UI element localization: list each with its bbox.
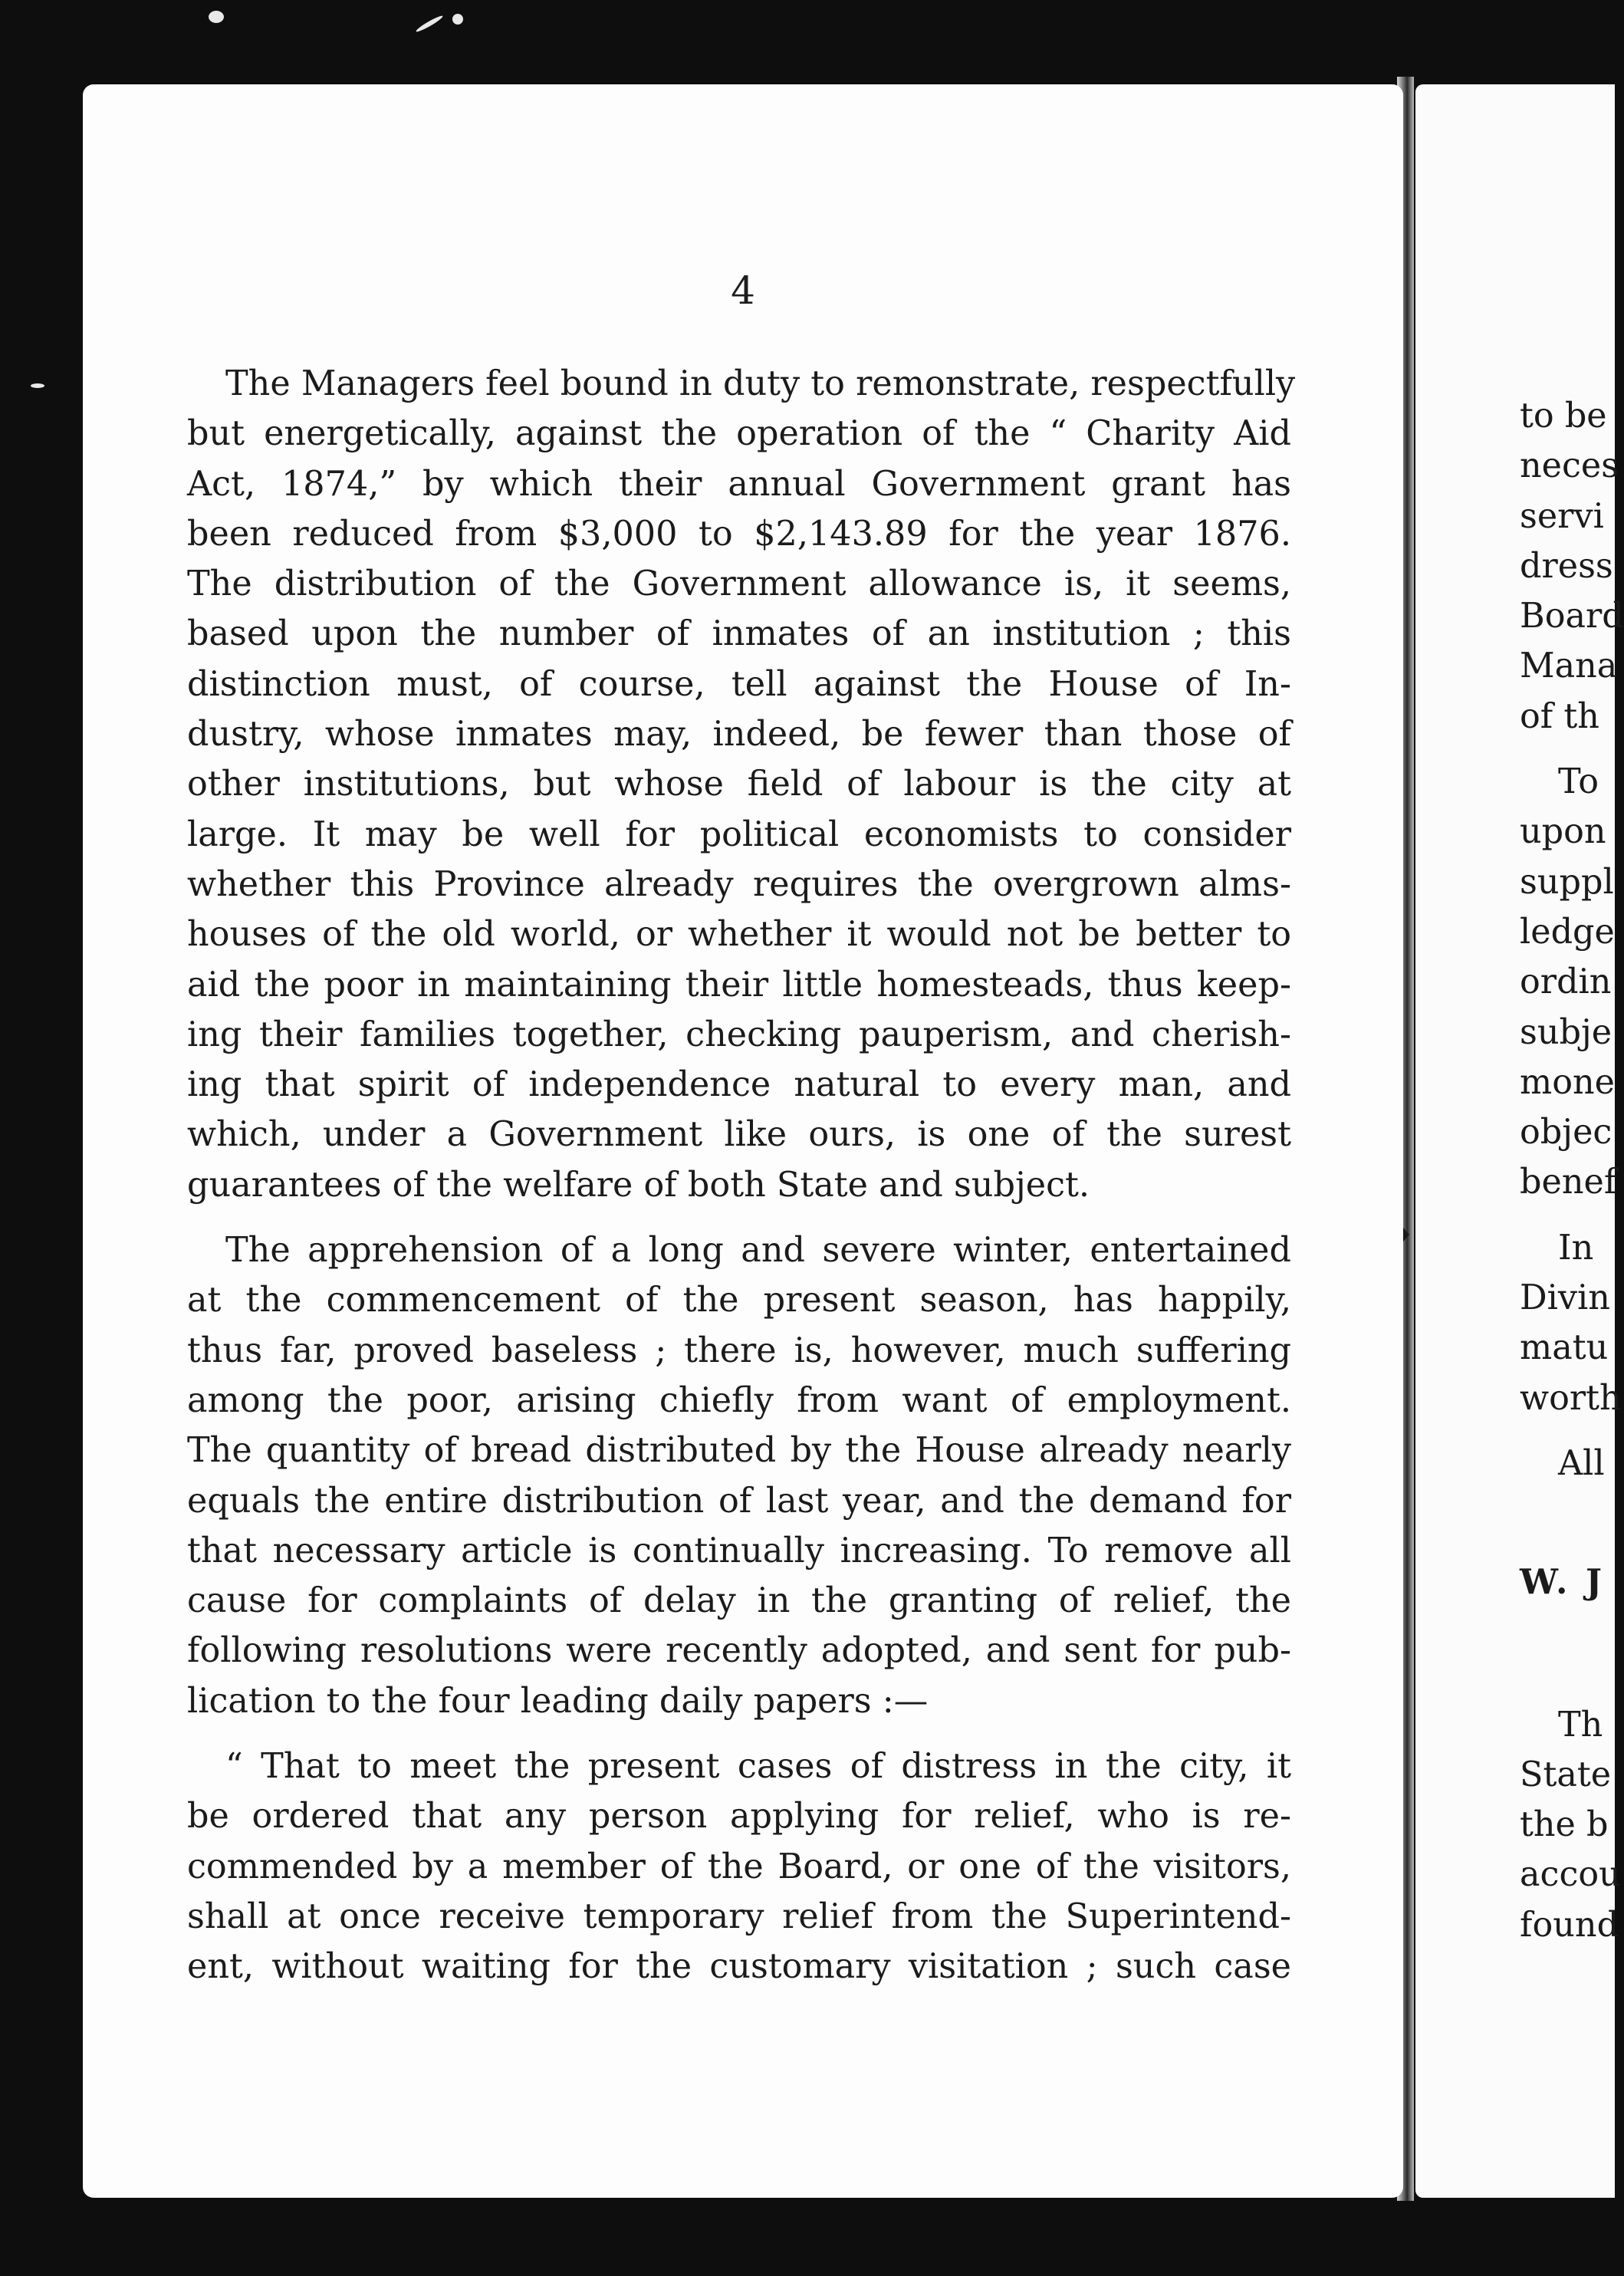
text-line: shall at once receive temporary relief from the Superintend-	[187, 1896, 1291, 1936]
text-line: cause for complaints of delay in the granting of relief, the	[187, 1581, 1291, 1621]
text-fragment: of th	[1520, 696, 1599, 736]
text-fragment: State	[1520, 1755, 1612, 1794]
text-line: distinction must, of course, tell against the House of In-	[187, 664, 1291, 704]
text-line: guarantees of the welfare of both State and subject.	[187, 1165, 1090, 1205]
left-page-body	[187, 359, 1296, 2008]
text-line: whether this Province already requires the overgrown alms-	[187, 864, 1291, 904]
text-fragment: accou	[1520, 1855, 1621, 1895]
text-line: commended by a member of the Board, or one of the visitors,	[187, 1847, 1291, 1886]
text-fragment: ledge	[1520, 912, 1615, 952]
text-line: equals the entire distribution of last year, and the demand for	[187, 1481, 1291, 1521]
text-line: following resolutions were recently adopted, and sent for pub-	[187, 1631, 1291, 1671]
text-line: lication to the four leading daily papers :—	[187, 1681, 929, 1721]
text-line: “ That to meet the present cases of distress in the city, it	[225, 1747, 1291, 1787]
text-fragment: found	[1520, 1905, 1619, 1945]
text-line: ing their families together, checking pauperism, and cherish-	[187, 1015, 1291, 1054]
text-line: aid the poor in maintaining their little homesteads, thus keep-	[187, 965, 1291, 1005]
text-fragment: Divin	[1520, 1278, 1610, 1318]
text-line: but energetically, against the operation of the “ Charity Aid	[187, 414, 1291, 454]
scan-speck	[452, 14, 463, 25]
text-line: Act, 1874,” by which their annual Government grant has	[187, 464, 1291, 504]
text-fragment: Th	[1558, 1705, 1603, 1745]
right-page-text	[1520, 391, 1624, 1950]
text-fragment: dress	[1520, 546, 1613, 586]
scan-speck	[31, 383, 44, 388]
right-page-fragment	[1415, 84, 1624, 2198]
text-line: ing that spirit of independence natural to every man, and	[187, 1065, 1291, 1105]
paragraph-resolution	[187, 1742, 1291, 1992]
page-number: 4	[731, 268, 755, 313]
text-fragment: worth	[1520, 1378, 1622, 1418]
text-fragment: All	[1558, 1443, 1605, 1483]
text-fragment: suppl	[1520, 862, 1614, 902]
text-line: been reduced from $3,000 to $2,143.89 for the year 1876.	[187, 514, 1291, 554]
text-fragment: mone	[1520, 1062, 1615, 1102]
text-fragment: Mana	[1520, 646, 1618, 686]
text-fragment: To	[1558, 762, 1599, 802]
text-fragment: objec	[1520, 1113, 1612, 1153]
text-fragment: subje	[1520, 1012, 1612, 1052]
text-line: The quantity of bread distributed by the House already nearly	[187, 1431, 1291, 1471]
paragraph-charity-aid-act	[187, 359, 1296, 1210]
signature-heading: W. J	[1520, 1562, 1606, 1603]
scan-speck	[209, 11, 224, 23]
text-line: that necessary article is continually increasing. To remove all	[187, 1531, 1291, 1571]
text-line: at the commencement of the present season, has happily,	[187, 1281, 1291, 1321]
text-line: among the poor, arising chiefly from want of employment.	[187, 1380, 1291, 1420]
text-fragment: ordin	[1520, 962, 1612, 1002]
text-line: which, under a Government like ours, is one of the surest	[187, 1115, 1291, 1155]
text-fragment: servi	[1520, 496, 1604, 536]
text-line: The Managers feel bound in duty to remonstrate, respectfully	[225, 364, 1296, 403]
scan-speck	[415, 14, 444, 33]
paragraph-winter-relief	[187, 1225, 1291, 1726]
text-line: based upon the number of inmates of an institution ; this	[187, 614, 1291, 654]
text-line: The distribution of the Government allowance is, it seems,	[187, 564, 1291, 604]
text-line: dustry, whose inmates may, indeed, be fewer than those of	[187, 715, 1291, 755]
text-line: The apprehension of a long and severe winter, entertained	[225, 1231, 1291, 1271]
text-fragment: matu	[1520, 1328, 1609, 1368]
text-line: other institutions, but whose field of labour is the city at	[187, 765, 1291, 804]
text-fragment: to be	[1520, 396, 1607, 436]
text-fragment: benef	[1520, 1163, 1617, 1202]
text-fragment: upon	[1520, 812, 1606, 852]
text-fragment: the b	[1520, 1805, 1609, 1845]
text-line: houses of the old world, or whether it would not be better to	[187, 915, 1291, 955]
text-line: ent, without waiting for the customary visitation ; such case	[187, 1947, 1291, 1987]
text-fragment: neces	[1520, 446, 1619, 486]
text-line: thus far, proved baseless ; there is, however, much suffering	[187, 1330, 1291, 1370]
text-line: be ordered that any person applying for relief, who is re-	[187, 1797, 1291, 1837]
text-fragment: Board	[1520, 597, 1624, 636]
text-line: large. It may be well for political economists to consider	[187, 814, 1291, 854]
text-fragment: In	[1558, 1228, 1594, 1268]
